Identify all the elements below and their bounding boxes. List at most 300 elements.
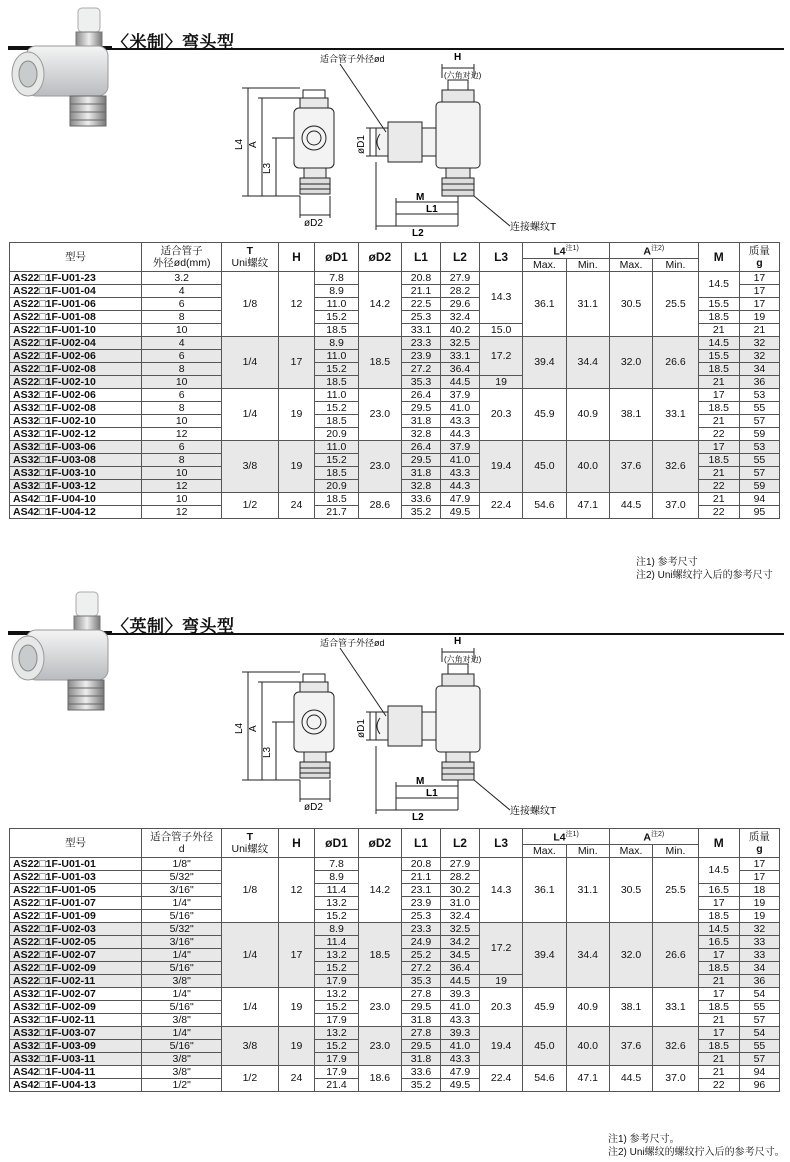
cell-M: 16.5 (698, 935, 739, 948)
cell-mass: 17 (739, 857, 779, 870)
cell-model: AS32□1F-U03-10 (10, 466, 142, 479)
cell-mass: 54 (739, 987, 779, 1000)
header-H: H (292, 249, 301, 264)
cell-mass: 59 (739, 479, 779, 492)
product-photo (6, 6, 116, 130)
cell-L1: 33.1 (401, 323, 440, 336)
cell-L2: 28.2 (440, 870, 479, 883)
cell-L2: 41.0 (440, 453, 479, 466)
cell-mass: 57 (739, 1013, 779, 1026)
header-D2: øD2 (368, 835, 392, 850)
cell-L2: 49.5 (440, 505, 479, 518)
cell-T: 1/4 (222, 922, 278, 987)
cell-D1: 17.9 (315, 1013, 358, 1026)
cell-L2: 37.9 (440, 388, 479, 401)
th-T (222, 243, 278, 272)
cell-L1: 31.8 (401, 414, 440, 427)
cell-model: AS32□1F-U02-10 (10, 414, 142, 427)
cell-L2: 41.0 (440, 1039, 479, 1052)
cell-model: AS22□1F-U02-03 (10, 922, 142, 935)
cell-L1: 20.8 (401, 857, 440, 870)
cell-T: 1/8 (222, 857, 278, 922)
cell-L2: 40.2 (440, 323, 479, 336)
table-row (10, 440, 780, 453)
cell-mass: 57 (739, 1052, 779, 1065)
cell-H: 19 (278, 1026, 315, 1065)
cell-L2: 34.5 (440, 948, 479, 961)
header-min: Min. (577, 258, 598, 271)
cell-M: 21 (698, 1013, 739, 1026)
cell-M: 18.5 (698, 401, 739, 414)
cell-L2: 27.9 (440, 857, 479, 870)
cell-L2: 29.6 (440, 297, 479, 310)
cell-H: 12 (278, 271, 315, 336)
metric-note-2: 注2) Uni螺纹拧入后的参考尺寸 (636, 570, 773, 581)
cell-M: 21 (698, 1052, 739, 1065)
cell-D2: 14.2 (358, 271, 401, 336)
cell-M: 14.5 (698, 857, 739, 883)
table-row (10, 271, 780, 284)
cell-T: 1/4 (222, 388, 278, 440)
cell-mass: 36 (739, 375, 779, 388)
th-A-max (609, 258, 652, 271)
cell-mass: 17 (739, 297, 779, 310)
cell-mass: 57 (739, 414, 779, 427)
label-D2: øD2 (304, 802, 323, 813)
cell-A-min: 25.5 (653, 857, 699, 922)
cell-M: 18.5 (698, 961, 739, 974)
label-H: H (454, 636, 462, 647)
cell-od: 1/8" (142, 857, 222, 870)
th-A-max (609, 844, 652, 857)
cell-mass: 36 (739, 974, 779, 987)
cell-H: 17 (278, 922, 315, 987)
th-D2 (358, 243, 401, 272)
cell-H: 19 (278, 440, 315, 492)
cell-od: 12 (142, 427, 222, 440)
cell-L1: 23.1 (401, 883, 440, 896)
cell-model: AS22□1F-U01-05 (10, 883, 142, 896)
cell-od: 5/32" (142, 922, 222, 935)
cell-od: 12 (142, 505, 222, 518)
cell-L2: 36.4 (440, 362, 479, 375)
cell-A-max: 32.0 (609, 922, 652, 987)
cell-L2: 43.3 (440, 466, 479, 479)
cell-od: 6 (142, 440, 222, 453)
cell-mass: 54 (739, 1026, 779, 1039)
header-max: Max. (619, 258, 643, 271)
cell-L2: 28.2 (440, 284, 479, 297)
cell-od: 6 (142, 388, 222, 401)
header-row (10, 243, 780, 259)
cell-D1: 15.2 (315, 1039, 358, 1052)
cell-T: 3/8 (222, 440, 278, 492)
cell-D1: 18.5 (315, 466, 358, 479)
th-M (698, 243, 739, 272)
cell-L2: 32.5 (440, 922, 479, 935)
cell-L3: 19 (479, 974, 522, 987)
inch-note-2: 注2) Uni螺纹的螺纹拧入后的参考尺寸。 (608, 1147, 785, 1158)
cell-L3: 22.4 (479, 492, 522, 518)
cell-D1: 11.4 (315, 935, 358, 948)
cell-M: 22 (698, 505, 739, 518)
cell-T: 1/2 (222, 1065, 278, 1091)
cell-L1: 31.8 (401, 1013, 440, 1026)
cell-model: AS42□1F-U04-11 (10, 1065, 142, 1078)
th-L2 (440, 829, 479, 858)
header-max: Max. (619, 844, 643, 857)
cell-L1: 21.1 (401, 870, 440, 883)
cell-M: 15.5 (698, 349, 739, 362)
th-L1 (401, 243, 440, 272)
table-row (10, 388, 780, 401)
cell-L2: 31.0 (440, 896, 479, 909)
cell-model: AS42□1F-U04-13 (10, 1078, 142, 1091)
th-H (278, 829, 315, 858)
cell-T: 1/2 (222, 492, 278, 518)
cell-mass: 34 (739, 961, 779, 974)
cell-od: 4 (142, 284, 222, 297)
cell-H: 17 (278, 336, 315, 388)
cell-D1: 8.9 (315, 336, 358, 349)
cell-L2: 43.3 (440, 1013, 479, 1026)
cell-M: 21 (698, 323, 739, 336)
cell-L2: 47.9 (440, 1065, 479, 1078)
cell-A-min: 32.6 (653, 1026, 699, 1065)
cell-mass: 19 (739, 896, 779, 909)
cell-L1: 35.2 (401, 505, 440, 518)
cell-M: 17 (698, 440, 739, 453)
cell-L2: 44.5 (440, 375, 479, 388)
inch-section (0, 590, 790, 1162)
cell-D1: 18.5 (315, 375, 358, 388)
cell-D1: 8.9 (315, 284, 358, 297)
header-L3: L3 (494, 249, 509, 264)
metric-note-1: 注1) 参考尺寸 (636, 557, 698, 568)
cell-od: 1/4" (142, 948, 222, 961)
th-L4-max (523, 258, 566, 271)
cell-H: 24 (278, 492, 315, 518)
label-L2: L2 (412, 228, 424, 239)
cell-D2: 23.0 (358, 440, 401, 492)
cell-od: 10 (142, 323, 222, 336)
cell-model: AS32□1F-U02-12 (10, 427, 142, 440)
cell-L3: 14.3 (479, 857, 522, 922)
cell-od: 10 (142, 414, 222, 427)
cell-model: AS32□1F-U03-08 (10, 453, 142, 466)
cell-M: 17 (698, 948, 739, 961)
cell-model: AS32□1F-U02-11 (10, 1013, 142, 1026)
cell-T: 1/4 (222, 336, 278, 388)
cell-M: 18.5 (698, 1000, 739, 1013)
cell-D1: 21.4 (315, 1078, 358, 1091)
cell-mass: 21 (739, 323, 779, 336)
header-T-l1: T (246, 244, 254, 257)
cell-L4-min: 40.9 (566, 987, 609, 1026)
cell-L3: 15.0 (479, 323, 522, 336)
cell-L1: 26.4 (401, 440, 440, 453)
header-mass-l2: g (756, 256, 763, 269)
cell-od: 1/4" (142, 1026, 222, 1039)
dimension-drawing (220, 634, 557, 824)
cell-L1: 32.8 (401, 427, 440, 440)
section-title: 〈米制〉弯头型 (112, 33, 235, 52)
cell-M: 16.5 (698, 883, 739, 896)
cell-model: AS32□1F-U03-06 (10, 440, 142, 453)
cell-L1: 23.3 (401, 336, 440, 349)
th-L4 (523, 243, 610, 259)
label-L4: L4 (234, 722, 245, 734)
cell-model: AS32□1F-U03-09 (10, 1039, 142, 1052)
th-od (142, 829, 222, 858)
header-mass-l2: g (756, 842, 763, 855)
th-A (609, 243, 698, 259)
cell-model: AS32□1F-U02-06 (10, 388, 142, 401)
cell-A-min: 33.1 (653, 388, 699, 440)
cell-model: AS32□1F-U02-08 (10, 401, 142, 414)
th-A-min (653, 844, 699, 857)
cell-L3: 14.3 (479, 271, 522, 323)
label-L4: L4 (234, 138, 245, 150)
cell-L4-max: 36.1 (523, 271, 566, 336)
cell-D1: 21.7 (315, 505, 358, 518)
label-thread: 连接螺纹T (510, 222, 557, 233)
label-fit-od: 适合管子外径ød (320, 54, 385, 64)
th-model (10, 243, 142, 272)
cell-mass: 53 (739, 388, 779, 401)
cell-od: 12 (142, 479, 222, 492)
cell-M: 17 (698, 987, 739, 1000)
cell-od: 5/16" (142, 909, 222, 922)
cell-mass: 19 (739, 310, 779, 323)
cell-A-max: 37.6 (609, 1026, 652, 1065)
th-L1 (401, 829, 440, 858)
cell-M: 22 (698, 479, 739, 492)
header-max: Max. (533, 844, 556, 857)
header-A: A (643, 831, 651, 844)
cell-L2: 41.0 (440, 401, 479, 414)
header-A-note: 注2) (650, 245, 665, 252)
cell-model: AS42□1F-U04-12 (10, 505, 142, 518)
cell-od: 10 (142, 492, 222, 505)
cell-M: 18.5 (698, 453, 739, 466)
header-od-l2: d (178, 842, 185, 855)
cell-D1: 17.9 (315, 1065, 358, 1078)
cell-M: 14.5 (698, 336, 739, 349)
label-H: H (454, 52, 462, 63)
cell-L4-min: 31.1 (566, 857, 609, 922)
cell-od: 5/16" (142, 961, 222, 974)
header-D2: øD2 (368, 249, 392, 264)
cell-L1: 33.6 (401, 492, 440, 505)
cell-model: AS22□1F-U02-11 (10, 974, 142, 987)
cell-mass: 96 (739, 1078, 779, 1091)
cell-A-max: 30.5 (609, 857, 652, 922)
header-max: Max. (533, 258, 556, 271)
inch-note-1: 注1) 参考尺寸。 (608, 1134, 680, 1145)
cell-L1: 27.2 (401, 362, 440, 375)
inch-spec-table (9, 828, 780, 1092)
th-A (609, 829, 698, 845)
cell-model: AS22□1F-U01-06 (10, 297, 142, 310)
cell-L2: 37.9 (440, 440, 479, 453)
label-L3: L3 (262, 746, 273, 758)
cell-mass: 55 (739, 453, 779, 466)
cell-D1: 13.2 (315, 1026, 358, 1039)
cell-L1: 29.5 (401, 1039, 440, 1052)
label-L1: L1 (426, 204, 438, 215)
cell-M: 17 (698, 388, 739, 401)
cell-od: 8 (142, 453, 222, 466)
cell-L2: 39.3 (440, 1026, 479, 1039)
cell-M: 18.5 (698, 909, 739, 922)
header-L1: L1 (413, 835, 428, 850)
cell-mass: 53 (739, 440, 779, 453)
cell-D1: 8.9 (315, 922, 358, 935)
table-row (10, 857, 780, 870)
header-L3: L3 (494, 835, 509, 850)
cell-A-max: 38.1 (609, 987, 652, 1026)
cell-A-min: 37.0 (653, 1065, 699, 1091)
cell-L1: 20.8 (401, 271, 440, 284)
cell-L1: 24.9 (401, 935, 440, 948)
table-row (10, 336, 780, 349)
cell-T: 3/8 (222, 1026, 278, 1065)
cell-L3: 17.2 (479, 922, 522, 974)
cell-M: 21 (698, 974, 739, 987)
cell-L1: 31.8 (401, 466, 440, 479)
cell-model: AS22□1F-U01-07 (10, 896, 142, 909)
cell-model: AS22□1F-U01-04 (10, 284, 142, 297)
label-M: M (416, 776, 425, 787)
cell-D1: 15.2 (315, 453, 358, 466)
cell-L1: 29.5 (401, 401, 440, 414)
cell-L4-max: 45.0 (523, 440, 566, 492)
cell-L4-max: 36.1 (523, 857, 566, 922)
cell-D1: 7.8 (315, 271, 358, 284)
header-od-l1: 适合管子外径 (150, 830, 214, 843)
label-hex: (六角对边) (444, 71, 482, 80)
cell-M: 22 (698, 427, 739, 440)
label-A: A (248, 725, 259, 732)
cell-mass: 32 (739, 336, 779, 349)
cell-L1: 35.3 (401, 375, 440, 388)
cell-model: AS22□1F-U02-05 (10, 935, 142, 948)
cell-L4-min: 34.4 (566, 922, 609, 987)
cell-L2: 43.3 (440, 1052, 479, 1065)
cell-mass: 17 (739, 271, 779, 284)
cell-A-max: 30.5 (609, 271, 652, 336)
cell-D1: 11.0 (315, 440, 358, 453)
cell-L2: 27.9 (440, 271, 479, 284)
cell-L1: 21.1 (401, 284, 440, 297)
cell-mass: 95 (739, 505, 779, 518)
header-L4-note: 注1) (565, 245, 579, 252)
cell-model: AS22□1F-U01-10 (10, 323, 142, 336)
th-H (278, 243, 315, 272)
cell-od: 10 (142, 375, 222, 388)
header-M: M (713, 835, 724, 850)
cell-M: 18.5 (698, 362, 739, 375)
cell-A-min: 32.6 (653, 440, 699, 492)
cell-mass: 17 (739, 284, 779, 297)
cell-D2: 18.5 (358, 922, 401, 987)
header-T-l2: Uni螺纹 (231, 256, 269, 269)
label-L1: L1 (426, 788, 438, 799)
cell-D1: 15.2 (315, 310, 358, 323)
table-row (10, 1065, 780, 1078)
th-L4-min (566, 844, 609, 857)
cell-mass: 33 (739, 935, 779, 948)
cell-L2: 32.5 (440, 336, 479, 349)
cell-D2: 23.0 (358, 388, 401, 440)
cell-od: 3/8" (142, 974, 222, 987)
label-A: A (248, 141, 259, 148)
cell-L2: 49.5 (440, 1078, 479, 1091)
cell-model: AS22□1F-U01-01 (10, 857, 142, 870)
cell-H: 24 (278, 1065, 315, 1091)
cell-D1: 17.9 (315, 974, 358, 987)
th-M (698, 829, 739, 858)
header-row (10, 829, 780, 845)
cell-L4-min: 47.1 (566, 492, 609, 518)
cell-L2: 36.4 (440, 961, 479, 974)
cell-L1: 35.3 (401, 974, 440, 987)
cell-L4-max: 54.6 (523, 492, 566, 518)
cell-L2: 44.3 (440, 427, 479, 440)
header-M: M (713, 249, 724, 264)
cell-model: AS32□1F-U03-11 (10, 1052, 142, 1065)
cell-M: 21 (698, 1065, 739, 1078)
header-L1: L1 (413, 249, 428, 264)
cell-L1: 26.4 (401, 388, 440, 401)
header-od-l1: 适合管子 (160, 244, 203, 257)
cell-model: AS32□1F-U03-12 (10, 479, 142, 492)
label-D2: øD2 (304, 218, 323, 229)
cell-model: AS32□1F-U02-09 (10, 1000, 142, 1013)
cell-L3: 19 (479, 375, 522, 388)
cell-mass: 55 (739, 401, 779, 414)
cell-od: 4 (142, 336, 222, 349)
cell-L2: 34.2 (440, 935, 479, 948)
th-L4-min (566, 258, 609, 271)
cell-mass: 33 (739, 948, 779, 961)
cell-D1: 13.2 (315, 896, 358, 909)
th-D1 (315, 243, 358, 272)
th-D1 (315, 829, 358, 858)
cell-D1: 7.8 (315, 857, 358, 870)
label-thread: 连接螺纹T (510, 806, 557, 817)
cell-M: 22 (698, 1078, 739, 1091)
cell-L3: 20.3 (479, 987, 522, 1026)
cell-L4-max: 45.0 (523, 1026, 566, 1065)
header-mass-l1: 质量 (748, 244, 770, 257)
label-D1: øD1 (356, 719, 367, 738)
th-mass (739, 243, 779, 272)
cell-D1: 8.9 (315, 870, 358, 883)
cell-od: 3/8" (142, 1013, 222, 1026)
cell-model: AS22□1F-U02-08 (10, 362, 142, 375)
cell-mass: 18 (739, 883, 779, 896)
header-T-l2: Uni螺纹 (231, 842, 269, 855)
cell-M: 18.5 (698, 1039, 739, 1052)
cell-L4-max: 39.4 (523, 336, 566, 388)
cell-od: 5/32" (142, 870, 222, 883)
cell-A-max: 37.6 (609, 440, 652, 492)
cell-model: AS22□1F-U01-03 (10, 870, 142, 883)
cell-D1: 15.2 (315, 909, 358, 922)
cell-mass: 32 (739, 349, 779, 362)
